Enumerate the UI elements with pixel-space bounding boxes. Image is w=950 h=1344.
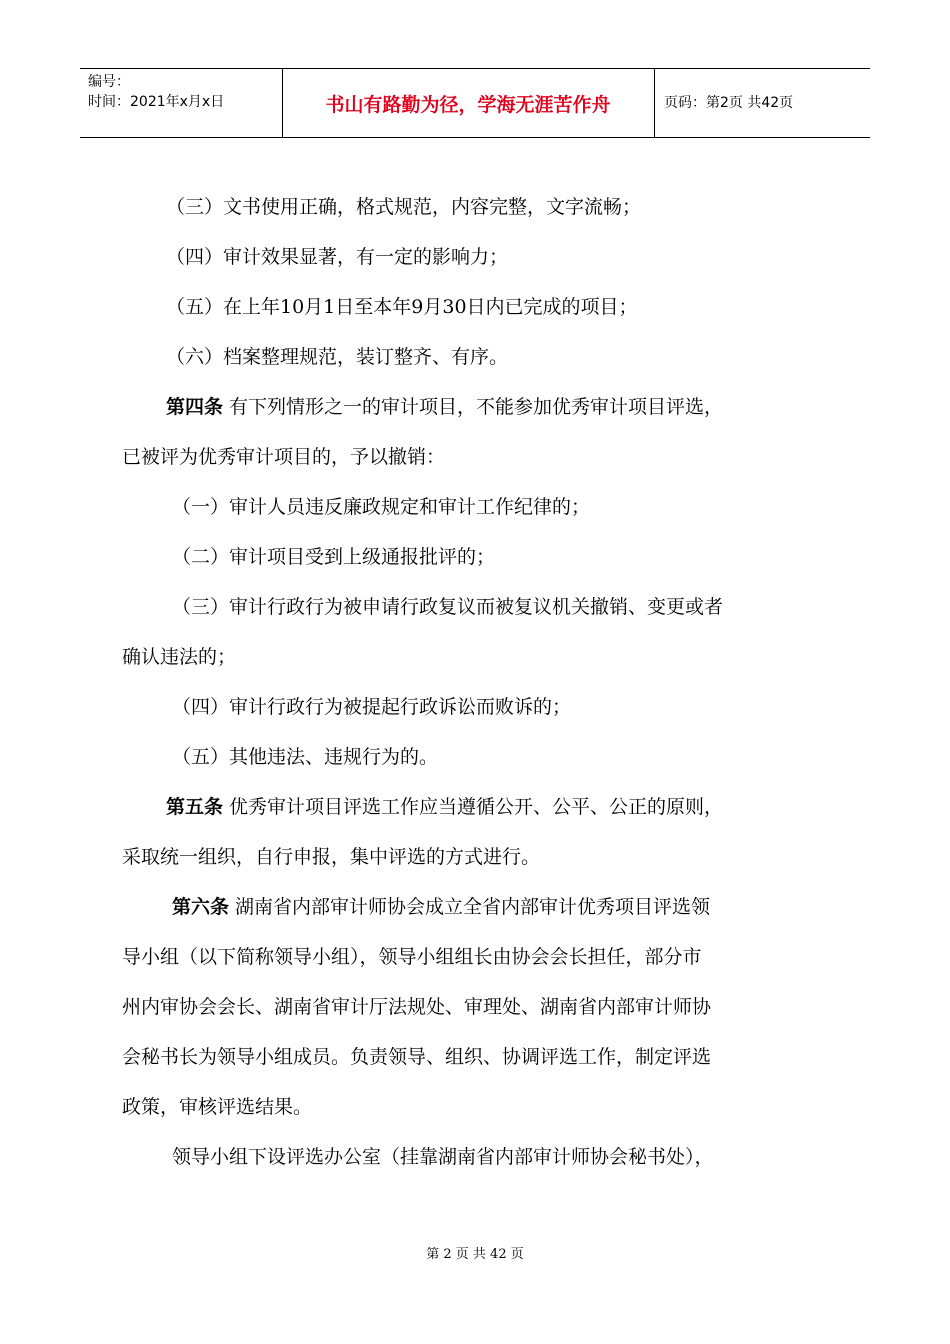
header-meta-cell — [80, 69, 283, 137]
body-line: （四）审计效果显著，有一定的影响力； — [166, 246, 509, 268]
article-6-title: 第六条 — [172, 896, 230, 918]
body-line: （三）文书使用正确，格式规范，内容完整，文字流畅； — [166, 196, 642, 218]
article-6-heading-line — [122, 882, 832, 932]
body-line: 州内审协会会长、湖南省审计厅法规处、审理处、湖南省内部审计师协 — [122, 996, 712, 1018]
article-4-item: （五）其他违法、违规行为的。 — [172, 746, 439, 768]
header-motto: 书山有路勤为径，学海无涯苦作舟 — [325, 94, 611, 116]
body-line: 政策，审核评选结果。 — [122, 1096, 313, 1118]
article-4-item: （一）审计人员违反廉政规定和审计工作纪律的； — [172, 496, 591, 518]
article-5-title: 第五条 — [166, 796, 224, 818]
document-body — [122, 182, 832, 1182]
document-number-label: 编号： — [88, 74, 130, 90]
article-4-heading-line — [122, 382, 832, 432]
page-footer: 第 2 页 共 42 页 — [426, 1247, 524, 1262]
article-4-item: （三）审计行政行为被申请行政复议而被复议机关撤销、变更或者 — [172, 596, 724, 618]
body-line: 采取统一组织，自行申报，集中评选的方式进行。 — [122, 846, 541, 868]
article-5-heading-line — [122, 782, 832, 832]
document-time-label: 时间：2021年x月x日 — [88, 94, 225, 110]
body-line: 会秘书长为领导小组成员。负责领导、组织、协调评选工作，制定评选 — [122, 1046, 712, 1068]
header-motto-cell — [282, 69, 655, 137]
article-5-text: 优秀审计项目评选工作应当遵循公开、公平、公正的原则， — [223, 796, 724, 818]
header-page-cell — [654, 69, 870, 137]
article-4-item: （四）审计行政行为被提起行政诉讼而败诉的； — [172, 696, 572, 718]
article-6-text: 湖南省内部审计师协会成立全省内部审计优秀项目评选领 — [229, 896, 711, 918]
header-page-code: 页码：第2页 共42页 — [664, 95, 794, 111]
article-4-item: （二）审计项目受到上级通报批评的； — [172, 546, 496, 568]
body-line: （五）在上年10月1日至本年9月30日内已完成的项目； — [166, 296, 638, 318]
body-line: 导小组（以下简称领导小组），领导小组组长由协会会长担任，部分市 — [122, 946, 702, 968]
article-4-text: 有下列情形之一的审计项目，不能参加优秀审计项目评选， — [223, 396, 724, 418]
body-line: 领导小组下设评选办公室（挂靠湖南省内部审计师协会秘书处）， — [172, 1146, 714, 1168]
article-4-title: 第四条 — [166, 396, 224, 418]
document-header — [80, 68, 870, 138]
body-line: （六）档案整理规范，装订整齐、有序。 — [166, 346, 509, 368]
body-line: 已被评为优秀审计项目的，予以撤销： — [122, 446, 446, 468]
article-4-item: 确认违法的； — [122, 646, 237, 668]
